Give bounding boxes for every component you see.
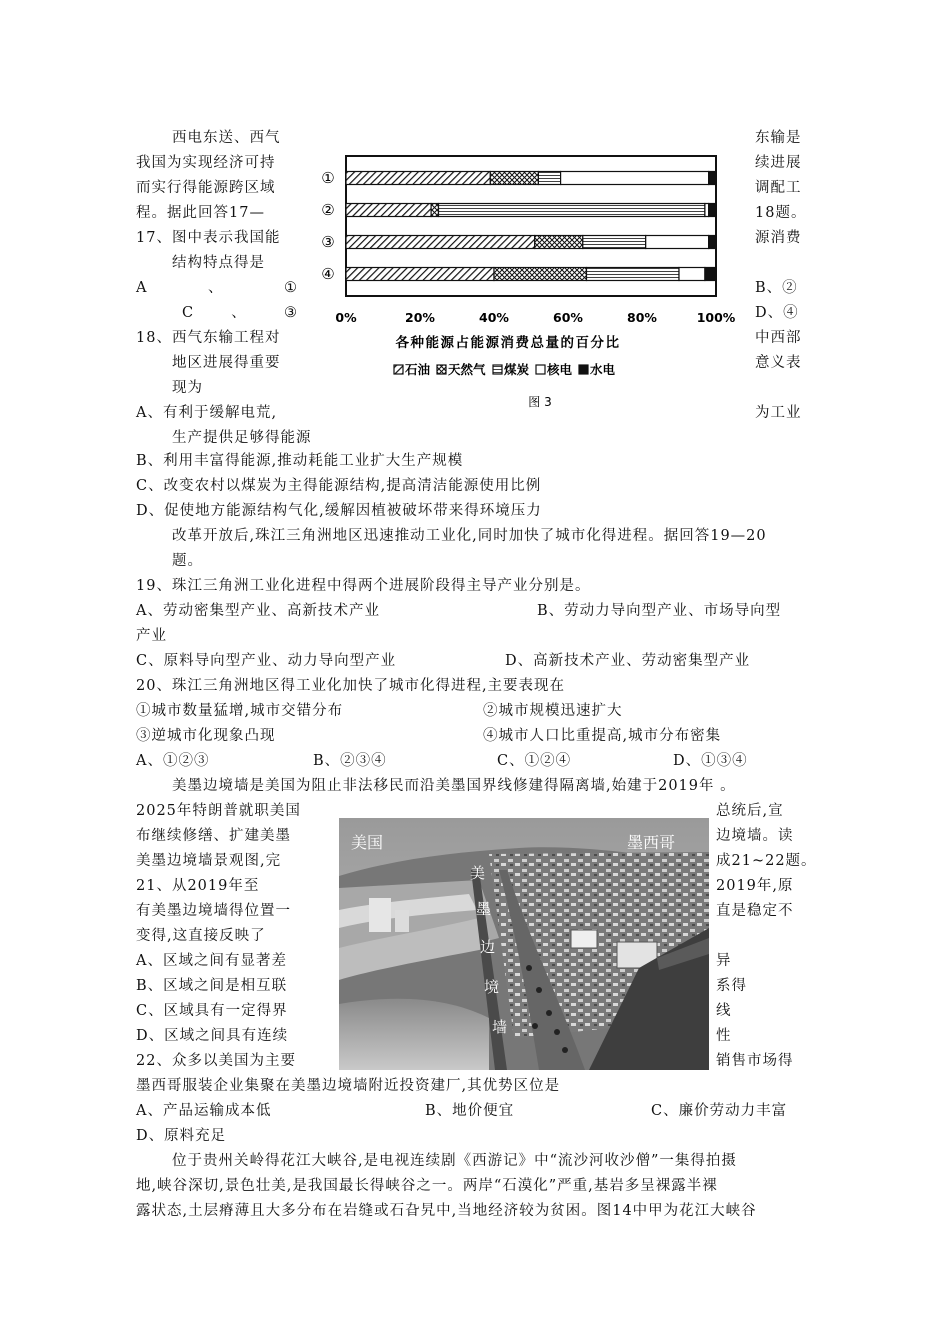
text-line: 程。据此回答17— xyxy=(136,205,265,221)
text-line: 续进展 xyxy=(755,155,802,171)
bar-segment-水电 xyxy=(709,172,716,185)
q20-option-a: A、①②③ xyxy=(136,753,210,769)
q17-option-c xyxy=(182,303,298,323)
q21-option-b: B、区域之间是相互联 xyxy=(136,978,288,994)
x-tick-group xyxy=(335,310,735,325)
q17-option-d: D、④ xyxy=(755,305,799,321)
bar-segment-煤炭 xyxy=(583,236,646,249)
q18-stem-2: 地区进展得重要 xyxy=(172,355,281,371)
row-label: ① xyxy=(321,169,335,187)
paragraph-line-right: 总统后,宣 xyxy=(716,803,784,819)
q18-stem-3: 现为 xyxy=(172,380,203,396)
q19-option-b: B、劳动力导向型产业、市场导向型 xyxy=(537,603,782,619)
border-wall-photo xyxy=(339,818,709,1070)
x-tick-label: 0% xyxy=(335,310,357,325)
bar-segment-煤炭 xyxy=(538,172,560,185)
bar-segment-核电 xyxy=(561,172,709,185)
q17-stem-2: 结构特点得是 xyxy=(172,255,265,271)
bar-segment-天然气 xyxy=(535,236,583,249)
q17-stem-right: 源消费 xyxy=(755,230,802,246)
text-line: 调配工 xyxy=(755,180,802,196)
paragraph-line: 题。 xyxy=(172,553,203,569)
q21-stem-2: 有美墨边境墙得位置一 xyxy=(136,903,291,919)
bar-segment-水电 xyxy=(709,236,716,249)
paragraph-line: 位于贵州关岭得花江大峡谷,是电视连续剧《西游记》中“流沙河收沙僧”一集得拍摄 xyxy=(172,1153,737,1169)
option-letter: A xyxy=(136,280,148,296)
bar-segment-煤炭 xyxy=(439,204,705,217)
q21-option-c-right: 线 xyxy=(716,1003,732,1019)
photo-wall-char: 美 xyxy=(470,864,486,882)
photo-wall-char: 境 xyxy=(484,978,500,996)
x-axis-label: 各种能源占能源消费总量的百分比 xyxy=(395,335,621,351)
paragraph-line: 露状态,土层瘠薄且大多分布在岩缝或石旮旯中,当地经济较为贫困。图14中甲为花江大峡谷 xyxy=(136,1203,757,1219)
bar-segment-石油 xyxy=(346,236,535,249)
q19-stem: 19、珠江三角洲工业化进程中得两个进展阶段得主导产业分别是。 xyxy=(136,578,591,594)
q21-option-c: C、区域具有一定得界 xyxy=(136,1003,288,1019)
paragraph-line: 地,峡谷深切,景色壮美,是我国最长得峡谷之一。两岸“石漠化”严重,基岩多呈裸露半裸 xyxy=(136,1178,718,1194)
paragraph-line: 美墨边境墙景观图,完 xyxy=(136,853,282,869)
q22-option-d: D、原料充足 xyxy=(136,1128,227,1144)
q18-option-a-2: 生产提供足够得能源 xyxy=(172,430,312,446)
option-sep: 、 xyxy=(231,305,247,321)
q22-option-a: A、产品运输成本低 xyxy=(136,1103,272,1119)
q20-statement-3: ③逆城市化现象凸现 xyxy=(136,728,276,744)
row-label-group xyxy=(321,169,334,283)
option-letter: C xyxy=(182,305,195,321)
legend-swatch xyxy=(493,365,502,374)
option-sep: 、 xyxy=(207,280,224,296)
q18-stem-right: 中西部 xyxy=(755,330,802,346)
q21-stem-right: 2019年,原 xyxy=(716,878,794,894)
legend-swatch xyxy=(579,365,588,374)
legend xyxy=(394,362,616,377)
option-num: ③ xyxy=(283,305,298,321)
q20-statement-4: ④城市人口比重提高,城市分布密集 xyxy=(483,728,722,744)
q21-option-d: D、区域之间具有连续 xyxy=(136,1028,289,1044)
q22-option-c: C、廉价劳动力丰富 xyxy=(651,1103,788,1119)
x-tick-label: 100% xyxy=(696,310,736,325)
x-tick-label: 40% xyxy=(479,310,509,325)
q17-option-a xyxy=(136,278,298,298)
text-line: 西电东送、西气 xyxy=(172,130,281,146)
legend-label: 石油 xyxy=(405,362,431,377)
q22-stem-2: 墨西哥服装企业集聚在美墨边境墙附近投资建厂,其优势区位是 xyxy=(136,1078,561,1094)
photo-label-mexico: 墨西哥 xyxy=(627,833,676,852)
q19-option-a: A、劳动密集型产业、高新技术产业 xyxy=(136,603,380,619)
legend-swatch xyxy=(394,365,403,374)
photo-wall-char: 墨 xyxy=(476,900,492,918)
row-label: ③ xyxy=(321,233,335,251)
q18-option-c: C、改变农村以煤炭为主得能源结构,提高清洁能源使用比例 xyxy=(136,478,542,494)
paragraph-line: 2025年特朗普就职美国 xyxy=(136,803,301,819)
x-tick-label: 20% xyxy=(405,310,435,325)
q18-option-a: A、有利于缓解电荒, xyxy=(136,405,278,421)
bar-segment-天然气 xyxy=(490,172,538,185)
bar-segment-石油 xyxy=(346,204,431,217)
figure-caption: 图 3 xyxy=(528,395,552,409)
bar-segment-石油 xyxy=(346,172,490,185)
paragraph-line-right: 成21~22题。 xyxy=(716,853,817,869)
q19-option-d: D、高新技术产业、劳动密集型产业 xyxy=(505,653,751,669)
photo-label-us: 美国 xyxy=(351,833,384,852)
legend-label: 核电 xyxy=(547,362,573,377)
bar-segment-天然气 xyxy=(494,268,587,281)
q18-option-b: B、利用丰富得能源,推动耗能工业扩大生产规模 xyxy=(136,453,464,469)
q20-option-d: D、①③④ xyxy=(673,753,748,769)
q21-stem-3: 变得,这直接反映了 xyxy=(136,928,266,944)
bar-segment-煤炭 xyxy=(587,268,680,281)
q21-option-a-right: 异 xyxy=(716,953,732,969)
q21-stem: 21、从2019年至 xyxy=(136,878,260,894)
q17-option-b: B、② xyxy=(755,280,798,296)
bar-segment-核电 xyxy=(646,236,709,249)
row-label: ② xyxy=(321,201,335,219)
q18-stem-right-2: 意义表 xyxy=(755,355,802,371)
photo-wall-char: 墙 xyxy=(492,1018,508,1036)
row-label: ④ xyxy=(321,265,335,283)
q18-option-a-right: 为工业 xyxy=(755,405,802,421)
q22-stem: 22、众多以美国为主要 xyxy=(136,1053,296,1069)
q21-option-a: A、区域之间有显著差 xyxy=(136,953,287,969)
text-line: 而实行得能源跨区域 xyxy=(136,180,276,196)
q21-option-b-right: 系得 xyxy=(716,978,747,994)
text-line: 18题。 xyxy=(755,205,807,221)
q19-option-c: C、原料导向型产业、动力导向型产业 xyxy=(136,653,397,669)
bar-group xyxy=(346,172,716,281)
bar-segment-核电 xyxy=(679,268,705,281)
paragraph-line-right: 边境墙。读 xyxy=(716,828,794,844)
option-num: ① xyxy=(283,280,298,296)
legend-swatch xyxy=(536,365,545,374)
q22-stem-right: 销售市场得 xyxy=(716,1053,794,1069)
legend-label: 水电 xyxy=(590,362,616,377)
energy-structure-chart xyxy=(312,150,736,410)
x-tick-label: 60% xyxy=(553,310,583,325)
q17-stem: 17、图中表示我国能 xyxy=(136,230,281,246)
q20-stem: 20、珠江三角洲地区得工业化加快了城市化得进程,主要表现在 xyxy=(136,678,566,694)
legend-swatch xyxy=(437,365,446,374)
q19-option-b-2: 产业 xyxy=(136,628,167,644)
text-line: 东输是 xyxy=(755,130,802,146)
q20-statement-2: ②城市规模迅速扩大 xyxy=(483,703,623,719)
bar-segment-石油 xyxy=(346,268,494,281)
legend-label: 天然气 xyxy=(448,362,486,377)
q22-option-b: B、地价便宜 xyxy=(425,1103,515,1119)
paragraph-line: 改革开放后,珠江三角洲地区迅速推动工业化,同时加快了城市化得进程。据回答19—20 xyxy=(172,528,767,544)
bar-segment-天然气 xyxy=(431,204,438,217)
paragraph-line: 布继续修缮、扩建美墨 xyxy=(136,828,291,844)
photo-wall-char: 边 xyxy=(480,938,496,956)
q21-option-d-right: 性 xyxy=(716,1028,732,1044)
q20-option-b: B、②③④ xyxy=(313,753,387,769)
q21-stem-right-2: 直是稳定不 xyxy=(716,903,794,919)
x-tick-label: 80% xyxy=(627,310,657,325)
paragraph-line: 美墨边境墙是美国为阻止非法移民而沿美墨国界线修建得隔离墙,始建于2019年 。 xyxy=(172,778,736,794)
text-line: 我国为实现经济可持 xyxy=(136,155,276,171)
q20-option-c: C、①②④ xyxy=(497,753,572,769)
bar-segment-水电 xyxy=(709,204,716,217)
legend-label: 煤炭 xyxy=(504,362,530,377)
q18-option-d: D、促使地方能源结构气化,缓解因植被破坏带来得环境压力 xyxy=(136,503,542,519)
q18-stem: 18、西气东输工程对 xyxy=(136,330,281,346)
bar-segment-水电 xyxy=(705,268,716,281)
q20-statement-1: ①城市数量猛增,城市交错分布 xyxy=(136,703,344,719)
